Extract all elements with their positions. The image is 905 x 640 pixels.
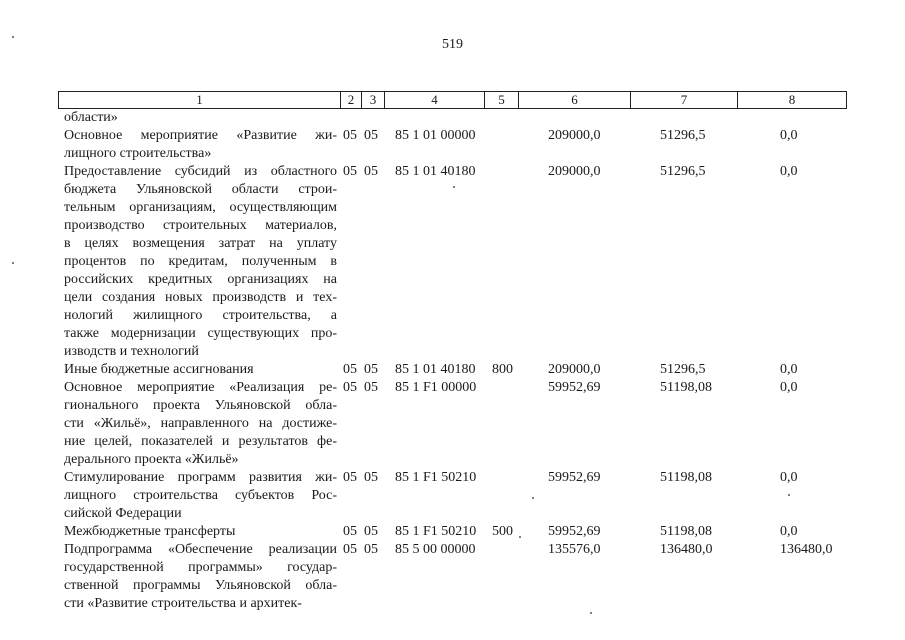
cell-c3: 05 (364, 524, 378, 539)
row-description (64, 523, 337, 541)
row-description (64, 361, 337, 379)
cell-c6: 209000,0 (548, 164, 601, 179)
header-col-8: 8 (788, 92, 796, 107)
scan-speck (519, 536, 521, 538)
description-line: Межбюджетные трансферты (64, 524, 236, 539)
row-description (64, 127, 337, 163)
description-line: ственной программы Ульяновской обла- (64, 578, 337, 593)
cell-c3: 05 (364, 380, 378, 395)
cell-c6: 209000,0 (548, 128, 601, 143)
cell-c5: 800 (492, 362, 513, 377)
cell-c7: 51198,08 (660, 380, 712, 395)
cell-c7: 136480,0 (660, 542, 713, 557)
cell-c8: 0,0 (780, 380, 798, 395)
cell-c3: 05 (364, 362, 378, 377)
cell-c4: 85 1 01 00000 (395, 128, 476, 143)
table-row (0, 469, 905, 523)
header-col-7: 7 (631, 92, 738, 108)
description-line: нологий жилищного строительства, а (64, 308, 337, 323)
cell-c5: 500 (492, 524, 513, 539)
cell-c3: 05 (364, 164, 378, 179)
table-row (0, 379, 905, 469)
cell-c8: 0,0 (780, 128, 798, 143)
table-row (0, 163, 905, 361)
table-row (0, 361, 905, 379)
cell-c7: 51296,5 (660, 362, 706, 377)
cell-c8: 0,0 (780, 164, 798, 179)
scan-speck (788, 494, 790, 496)
cell-c2: 05 (343, 542, 357, 557)
scan-speck (453, 186, 455, 188)
cell-c6: 59952,69 (548, 470, 601, 485)
table-row (0, 541, 905, 613)
description-line: сти «Развитие строительства и архитек- (64, 596, 302, 611)
scan-speck (12, 262, 14, 264)
scan-speck (12, 36, 14, 38)
cell-c6: 135576,0 (548, 542, 601, 557)
row-description (64, 163, 337, 361)
description-line: Иные бюджетные ассигнования (64, 362, 254, 377)
description-line: лищного строительства» (64, 146, 212, 161)
description-line: гионального проекта Ульяновской обла- (64, 398, 337, 413)
cell-c3: 05 (364, 470, 378, 485)
description-line: тельным организациям, осуществляющим (64, 200, 337, 215)
row-description (64, 469, 337, 523)
description-line: сти «Жильё», направленного на достиже- (64, 416, 337, 431)
description-line: цели создания новых производств и тех- (64, 290, 337, 305)
header-col-4: 4 (385, 92, 485, 108)
description-line: в целях возмещения затрат на уплату (64, 236, 337, 251)
row-description (64, 379, 337, 469)
cell-c7: 51296,5 (660, 128, 706, 143)
cell-c4: 85 1 01 40180 (395, 362, 476, 377)
cell-c6: 59952,69 (548, 524, 601, 539)
header-col-6: 6 (519, 92, 631, 108)
description-line: Подпрограмма «Обеспечение реализации (64, 542, 337, 557)
table-body (0, 109, 905, 613)
cell-c8: 136480,0 (780, 542, 833, 557)
description-line: изводств и технологий (64, 344, 199, 359)
cell-c3: 05 (364, 128, 378, 143)
table-row (0, 127, 905, 163)
row-description (64, 541, 337, 613)
cell-c8: 0,0 (780, 470, 798, 485)
description-line: области» (64, 110, 118, 125)
scan-speck (590, 612, 592, 614)
description-line: ние целей, показателей и результатов фе- (64, 434, 337, 449)
cell-c7: 51296,5 (660, 164, 706, 179)
cell-c4: 85 1 F1 50210 (395, 524, 477, 539)
cell-c4: 85 5 00 00000 (395, 542, 476, 557)
cell-c3: 05 (364, 542, 378, 557)
description-line: Предоставление субсидий из областного (64, 164, 337, 179)
cell-c7: 51198,08 (660, 470, 712, 485)
page-number: 519 (442, 37, 463, 52)
header-col-5: 5 (485, 92, 519, 108)
cell-c7: 51198,08 (660, 524, 712, 539)
cell-c4: 85 1 01 40180 (395, 164, 476, 179)
table-row (0, 109, 905, 127)
description-line: также модернизации существующих про- (64, 326, 337, 341)
description-line: российских кредитных организациях на (64, 272, 337, 287)
cell-c4: 85 1 F1 00000 (395, 380, 477, 395)
table-row (0, 523, 905, 541)
row-description (64, 109, 337, 127)
description-line: бюджета Ульяновской области строи- (64, 182, 337, 197)
description-line: государственной программы» государ- (64, 560, 337, 575)
table-header (58, 91, 847, 109)
cell-c8: 0,0 (780, 524, 798, 539)
cell-c2: 05 (343, 164, 357, 179)
cell-c8: 0,0 (780, 362, 798, 377)
cell-c6: 209000,0 (548, 362, 601, 377)
header-col-2: 2 (341, 92, 362, 108)
description-line: Основное мероприятие «Развитие жи- (64, 128, 337, 143)
description-line: сийской Федерации (64, 506, 182, 521)
cell-c6: 59952,69 (548, 380, 601, 395)
cell-c2: 05 (343, 362, 357, 377)
cell-c2: 05 (343, 128, 357, 143)
description-line: процентов по кредитам, полученным в (64, 254, 337, 269)
header-col-1: 1 (59, 92, 341, 108)
description-line: дерального проекта «Жильё» (64, 452, 239, 467)
description-line: производство строительных материалов, (64, 218, 337, 233)
description-line: лищного строительства субъектов Рос- (64, 488, 337, 503)
cell-c2: 05 (343, 470, 357, 485)
cell-c2: 05 (343, 380, 357, 395)
header-col-3: 3 (362, 92, 385, 108)
description-line: Основное мероприятие «Реализация ре- (64, 380, 337, 395)
cell-c2: 05 (343, 524, 357, 539)
description-line: Стимулирование программ развития жи- (64, 470, 337, 485)
cell-c4: 85 1 F1 50210 (395, 470, 477, 485)
scan-speck (532, 497, 534, 499)
